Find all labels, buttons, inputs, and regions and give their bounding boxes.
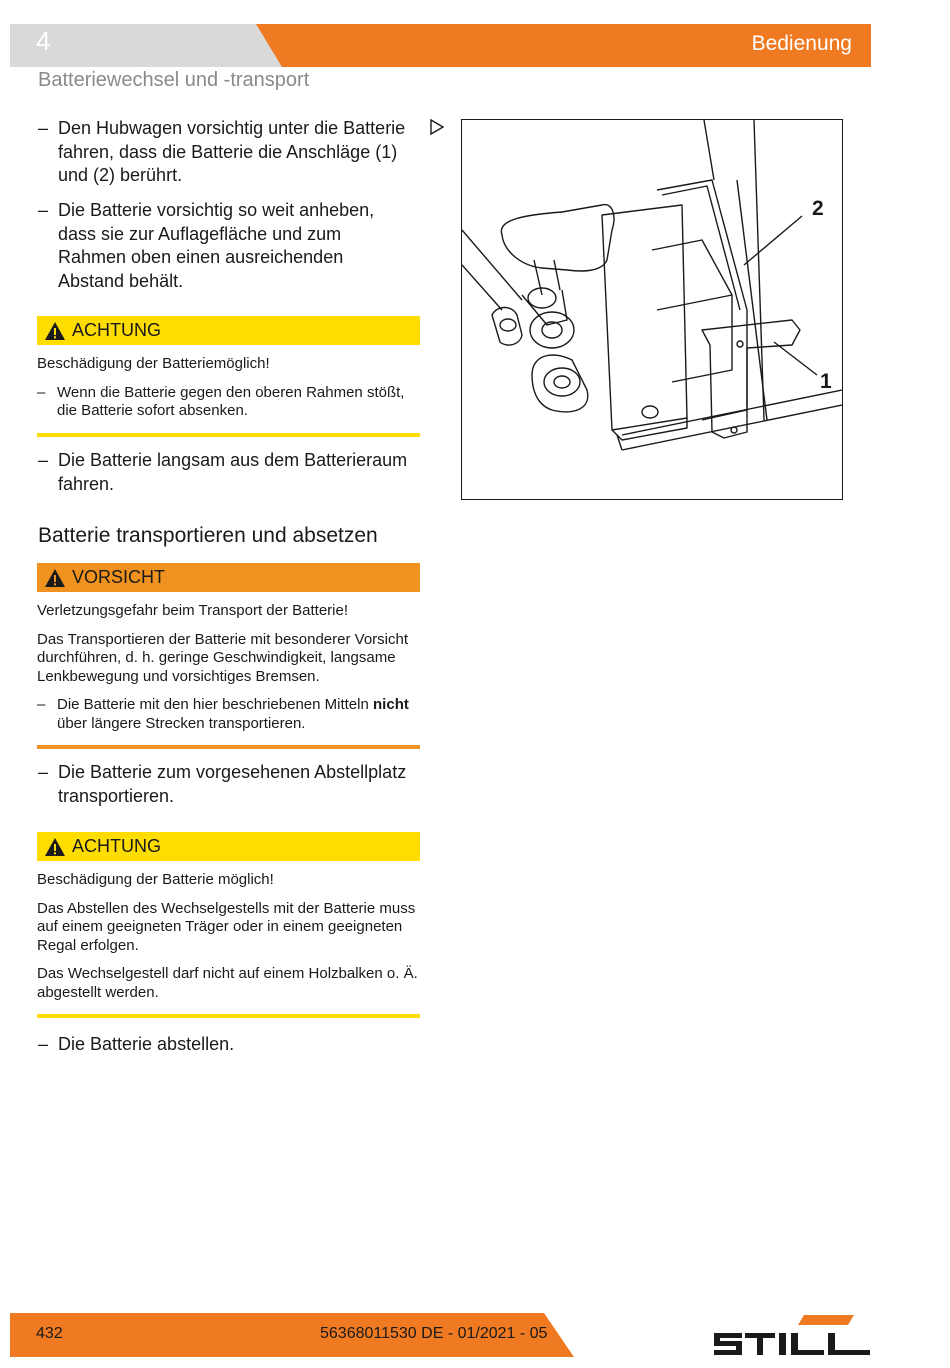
- callout-2: 2: [812, 197, 824, 220]
- warning-box-achtung: [37, 832, 420, 1018]
- step-item: [38, 199, 428, 293]
- step-dash: –: [38, 118, 49, 138]
- step-item: [38, 761, 428, 808]
- battery-pallet-truck-illustration: [461, 119, 843, 500]
- step-text: Die Batterie langsam aus dem Batterieraum fahren.: [58, 450, 408, 494]
- warning-triangle-icon: [44, 321, 66, 341]
- warning-header: [37, 316, 420, 345]
- warning-bullet: [37, 696, 420, 733]
- step-item: [38, 1033, 428, 1057]
- chapter-title: Bedienung: [751, 32, 852, 55]
- warning-lead: Verletzungsgefahr beim Transport der Batterie!: [37, 602, 349, 619]
- warning-box-vorsicht: [37, 563, 420, 749]
- step-text: Die Batterie zum vorgesehenen Abstellplatz transportieren.: [58, 762, 407, 806]
- warning-triangle-icon: [44, 837, 66, 857]
- subheading: Batterie transportieren und absetzen: [38, 524, 378, 547]
- warning-bullet-bold: nicht: [373, 696, 409, 713]
- warning-header: [37, 563, 420, 592]
- bullet-dash: –: [37, 696, 46, 713]
- page-number: 432: [36, 1325, 63, 1342]
- still-logo: [712, 1311, 872, 1359]
- warning-paragraph: Das Transportieren der Batterie mit besonderer Vorsicht durchführen, d. h. geringe Geschwindigkeit, langsame Lenkbewegung und vorsichtiges Bremsen.: [37, 630, 409, 685]
- callout-1: 1: [820, 370, 832, 393]
- warning-end-rule: [37, 1014, 420, 1018]
- step-dash: –: [38, 1034, 49, 1054]
- warning-header: [37, 832, 420, 861]
- section-title: Batteriewechsel und -transport: [38, 69, 310, 91]
- step-item: [38, 449, 428, 496]
- document-id: 56368011530 DE - 01/2021 - 05: [320, 1325, 548, 1342]
- chapter-number: 4: [36, 26, 51, 56]
- warning-bullet-text: Wenn die Batterie gegen den oberen Rahmen stößt, die Batterie sofort absenken.: [57, 383, 405, 419]
- warning-box-achtung: [37, 316, 420, 437]
- figure-reference-arrow-icon: [430, 119, 444, 135]
- step-dash: –: [38, 200, 49, 220]
- step-dash: –: [38, 762, 49, 782]
- warning-bullet-text-post: über längere Strecken transportieren.: [57, 714, 306, 732]
- step-text: Die Batterie abstellen.: [58, 1034, 235, 1054]
- bullet-dash: –: [37, 383, 46, 401]
- warning-end-rule: [37, 433, 420, 437]
- warning-lead: Beschädigung der Batterie möglich!: [37, 871, 274, 888]
- step-item: [38, 117, 428, 188]
- warning-title: ACHTUNG: [72, 836, 161, 856]
- illustration-drawing: [462, 120, 843, 500]
- step-text: Den Hubwagen vorsichtig unter die Batterie fahren, dass die Batterie die Anschläge (1) und (2) berührt.: [58, 118, 406, 185]
- warning-lead: Beschädigung der Batteriemöglich!: [37, 355, 270, 372]
- warning-title: VORSICHT: [72, 567, 166, 587]
- warning-paragraph: Das Abstellen des Wechselgestells mit der Batterie muss auf einem geeigneten Träger oder in einem geeigneten Regal erfolgen.: [37, 899, 416, 954]
- warning-triangle-icon: [44, 568, 66, 588]
- warning-title: ACHTUNG: [72, 320, 161, 340]
- step-text: Die Batterie vorsichtig so weit anheben, dass sie zur Auflagefläche und zum Rahmen oben einen ausreichenden Abstand behält.: [58, 200, 375, 291]
- step-dash: –: [38, 450, 49, 470]
- warning-paragraph: Das Wechselgestell darf nicht auf einem Holzbalken o. Ä. abgestellt werden.: [37, 965, 418, 1001]
- warning-bullet-text-pre: Die Batterie mit den hier beschriebenen Mitteln: [57, 696, 369, 713]
- warning-end-rule: [37, 745, 420, 749]
- warning-bullet: [37, 384, 420, 421]
